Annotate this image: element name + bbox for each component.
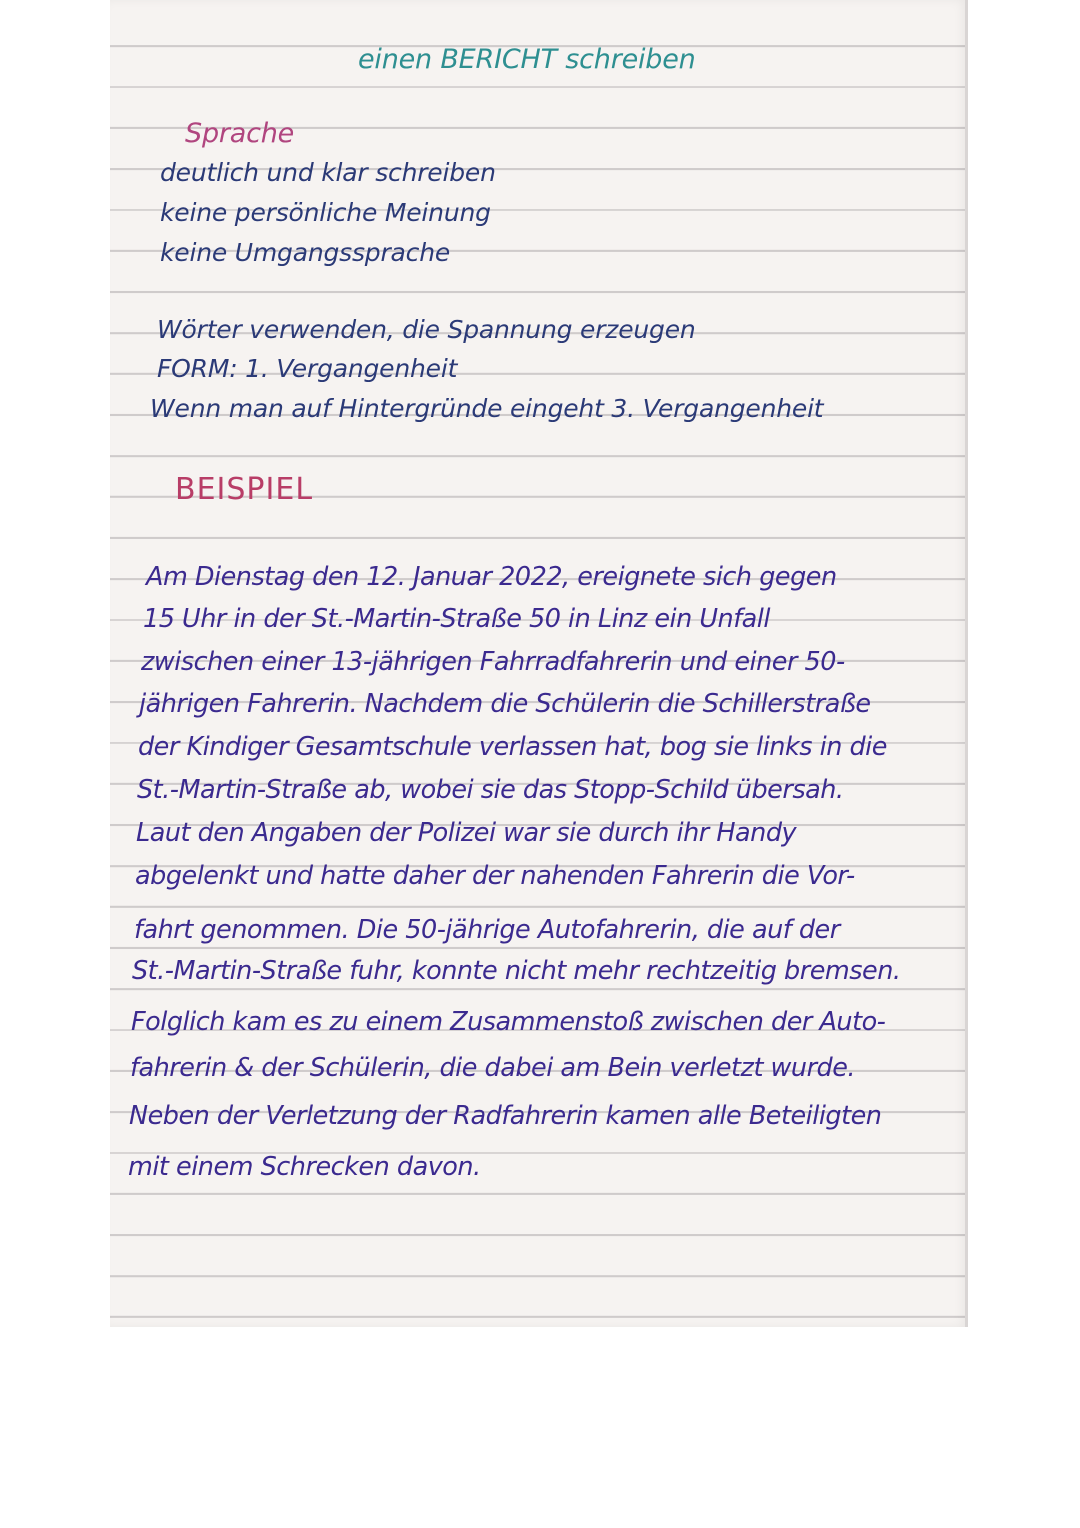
lined-notebook-paper [110,0,968,1327]
story-line: fahrt genommen. Die 50-jährige Autofahrerin, die auf der [134,915,840,945]
sprache-item: keine persönliche Meinung [160,198,491,227]
story-line: abgelenkt und hatte daher der nahenden Fahrerin die Vor- [135,861,855,891]
sprache-item: keine Umgangssprache [160,238,451,267]
story-line: Am Dienstag den 12. Januar 2022, ereignete sich gegen [146,562,837,592]
sprache-heading: Sprache [185,118,295,149]
paper-edge [965,0,968,1327]
story-line: St.-Martin-Straße fuhr, konnte nicht mehr rechtzeitig bremsen. [132,956,901,986]
story-line: jährigen Fahrerin. Nachdem die Schülerin die Schillerstraße [139,689,871,719]
form-note: Wörter verwenden, die Spannung erzeugen [157,315,696,344]
story-line: mit einem Schrecken davon. [128,1152,481,1182]
story-line: zwischen einer 13-jährigen Fahrradfahrerin und einer 50- [141,647,845,677]
page-title: einen BERICHT schreiben [358,44,696,75]
form-note: Wenn man auf Hintergründe eingeht 3. Vergangenheit [150,394,824,423]
story-line: Laut den Angaben der Polizei war sie durch ihr Handy [136,818,797,848]
story-line: der Kindiger Gesamtschule verlassen hat, bog sie links in die [138,732,887,762]
story-line: fahrerin & der Schülerin, die dabei am Bein verletzt wurde. [130,1053,856,1083]
story-line: Neben der Verletzung der Radfahrerin kamen alle Beteiligten [129,1101,882,1131]
story-line: 15 Uhr in der St.-Martin-Straße 50 in Linz ein Unfall [143,604,770,634]
beispiel-heading: BEISPIEL [175,472,314,507]
story-line: Folglich kam es zu einem Zusammenstoß zwischen der Auto- [131,1007,886,1037]
sprache-item: deutlich und klar schreiben [160,158,496,187]
form-note: FORM: 1. Vergangenheit [157,354,458,383]
story-line: St.-Martin-Straße ab, wobei sie das Stopp-Schild übersah. [137,775,844,805]
